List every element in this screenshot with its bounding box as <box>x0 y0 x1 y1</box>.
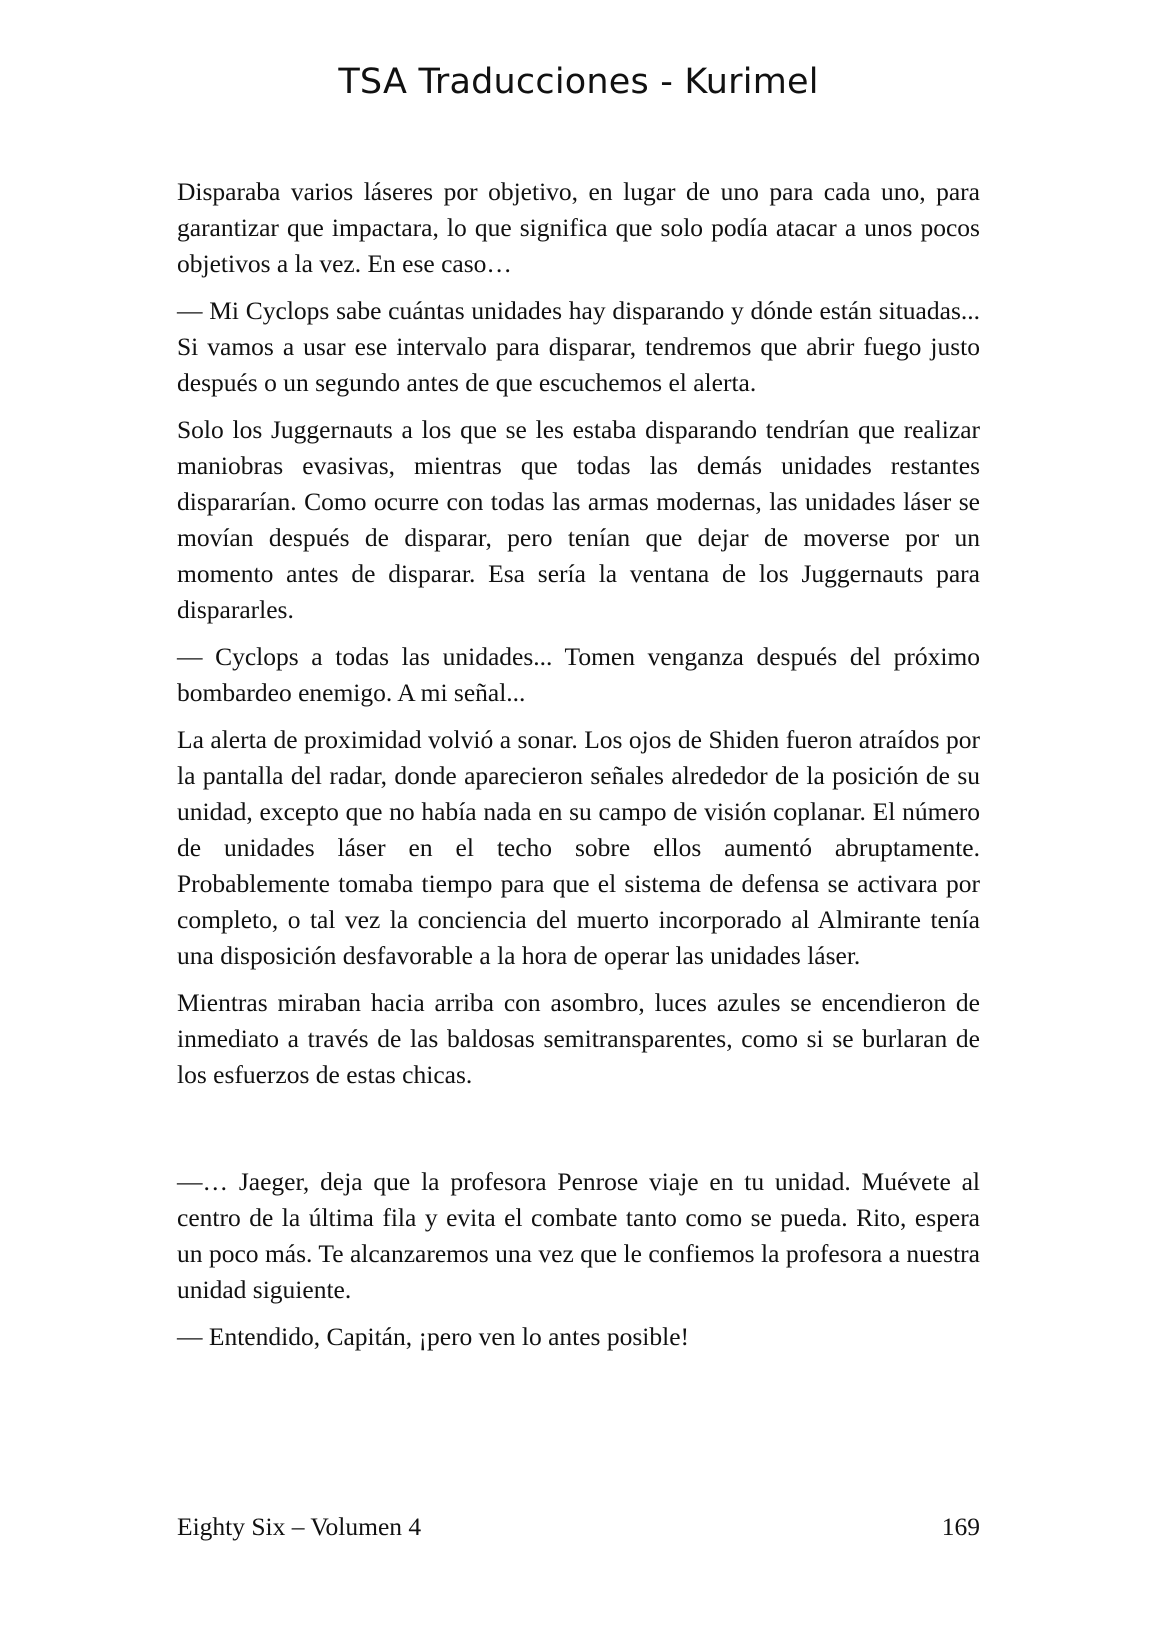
page-body <box>177 174 980 1366</box>
paragraph: — Cyclops a todas las unidades... Tomen venganza después del próximo bombardeo enemigo. A mi señal... <box>177 642 980 707</box>
page-footer <box>177 1512 980 1542</box>
paragraph: Mientras miraban hacia arriba con asombro, luces azules se encendieron de inmediato a través de las baldosas semitransparentes, como si se burlaran de los esfuerzos de estas chicas. <box>177 988 980 1089</box>
paragraph: —… Jaeger, deja que la profesora Penrose viaje en tu unidad. Muévete al centro de la última fila y evita el combate tanto como se pueda. Rito, espera un poco más. Te alcanzaremos una vez que le confiemos la profesora a nuestra unidad siguiente. <box>177 1167 980 1304</box>
paragraph: Solo los Juggernauts a los que se les estaba disparando tendrían que realizar maniobras evasivas, mientras que todas las demás unidades restantes dispararían. Como ocurre con todas las armas modernas, las unidades láser se movían después de disparar, pero tenían que dejar de moverse por un momento antes de disparar. Esa sería la ventana de los Juggernauts para dispararles. <box>177 415 980 624</box>
footer-book-title: Eighty Six – Volumen 4 <box>177 1512 422 1541</box>
paragraph: — Mi Cyclops sabe cuántas unidades hay disparando y dónde están situadas... Si vamos a usar ese intervalo para disparar, tendremos que abrir fuego justo después o un segundo antes de que escuchemos el alerta. <box>177 296 980 397</box>
paragraph: Disparaba varios láseres por objetivo, en lugar de uno para cada uno, para garantizar que impactara, lo que significa que solo podía atacar a unos pocos objetivos a la vez. En ese caso… <box>177 177 980 278</box>
scene-break <box>177 1104 980 1164</box>
page-header-title: TSA Traducciones - Kurimel <box>338 62 819 102</box>
paragraph: La alerta de proximidad volvió a sonar. Los ojos de Shiden fueron atraídos por la pantalla del radar, donde aparecieron señales alrededor de la posición de su unidad, excepto que no había nada en su campo de visión coplanar. El número de unidades láser en el techo sobre ellos aumentó abruptamente. Probablemente tomaba tiempo para que el sistema de defensa se activara por completo, o tal vez la conciencia del muerto incorporado al Almirante tenía una disposición desfavorable a la hora de operar las unidades láser. <box>177 725 980 970</box>
paragraph: — Entendido, Capitán, ¡pero ven lo antes posible! <box>177 1322 690 1351</box>
page-number: 169 <box>941 1512 980 1541</box>
